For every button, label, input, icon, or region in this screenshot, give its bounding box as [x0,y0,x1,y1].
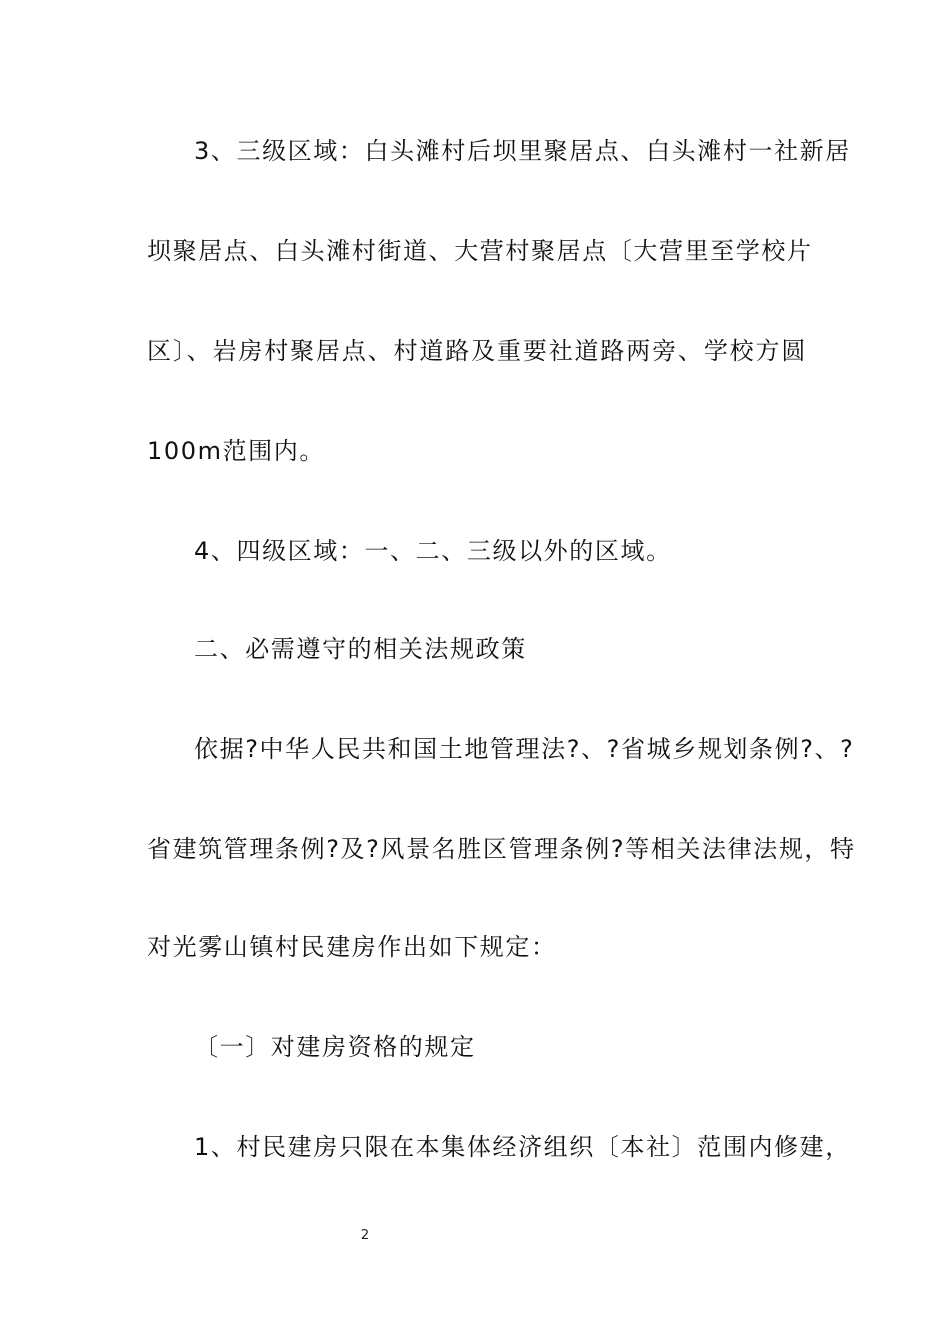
paragraph-line-2: 坝聚居点、白头滩村街道、大营村聚居点〔大营里至学校片 [147,237,813,265]
paragraph-line-9: 对光雾山镇村民建房作出如下规定： [147,933,557,961]
paragraph-line-1: 3、三级区域：白头滩村后坝里聚居点、白头滩村一社新居 [194,137,851,165]
section-heading: 二、必需遵守的相关法规政策 [194,635,527,663]
paragraph-line-5: 4、四级区域：一、二、三级以外的区域。 [194,537,672,565]
paragraph-line-3: 区〕、岩房村聚居点、村道路及重要社道路两旁、学校方圆 [147,337,807,365]
paragraph-line-7: 依据?中华人民共和国土地管理法?、?省城乡规划条例?、? [194,735,855,763]
subsection-heading: 〔一〕对建房资格的规定 [194,1033,476,1061]
paragraph-line-8: 省建筑管理条例?及?风景名胜区管理条例?等相关法律法规，特 [147,835,856,863]
paragraph-line-11: 1、村民建房只限在本集体经济组织〔本社〕范围内修建， [194,1133,851,1161]
paragraph-line-4: 100m范围内。 [147,437,325,465]
page-number: 2 [360,1228,370,1243]
